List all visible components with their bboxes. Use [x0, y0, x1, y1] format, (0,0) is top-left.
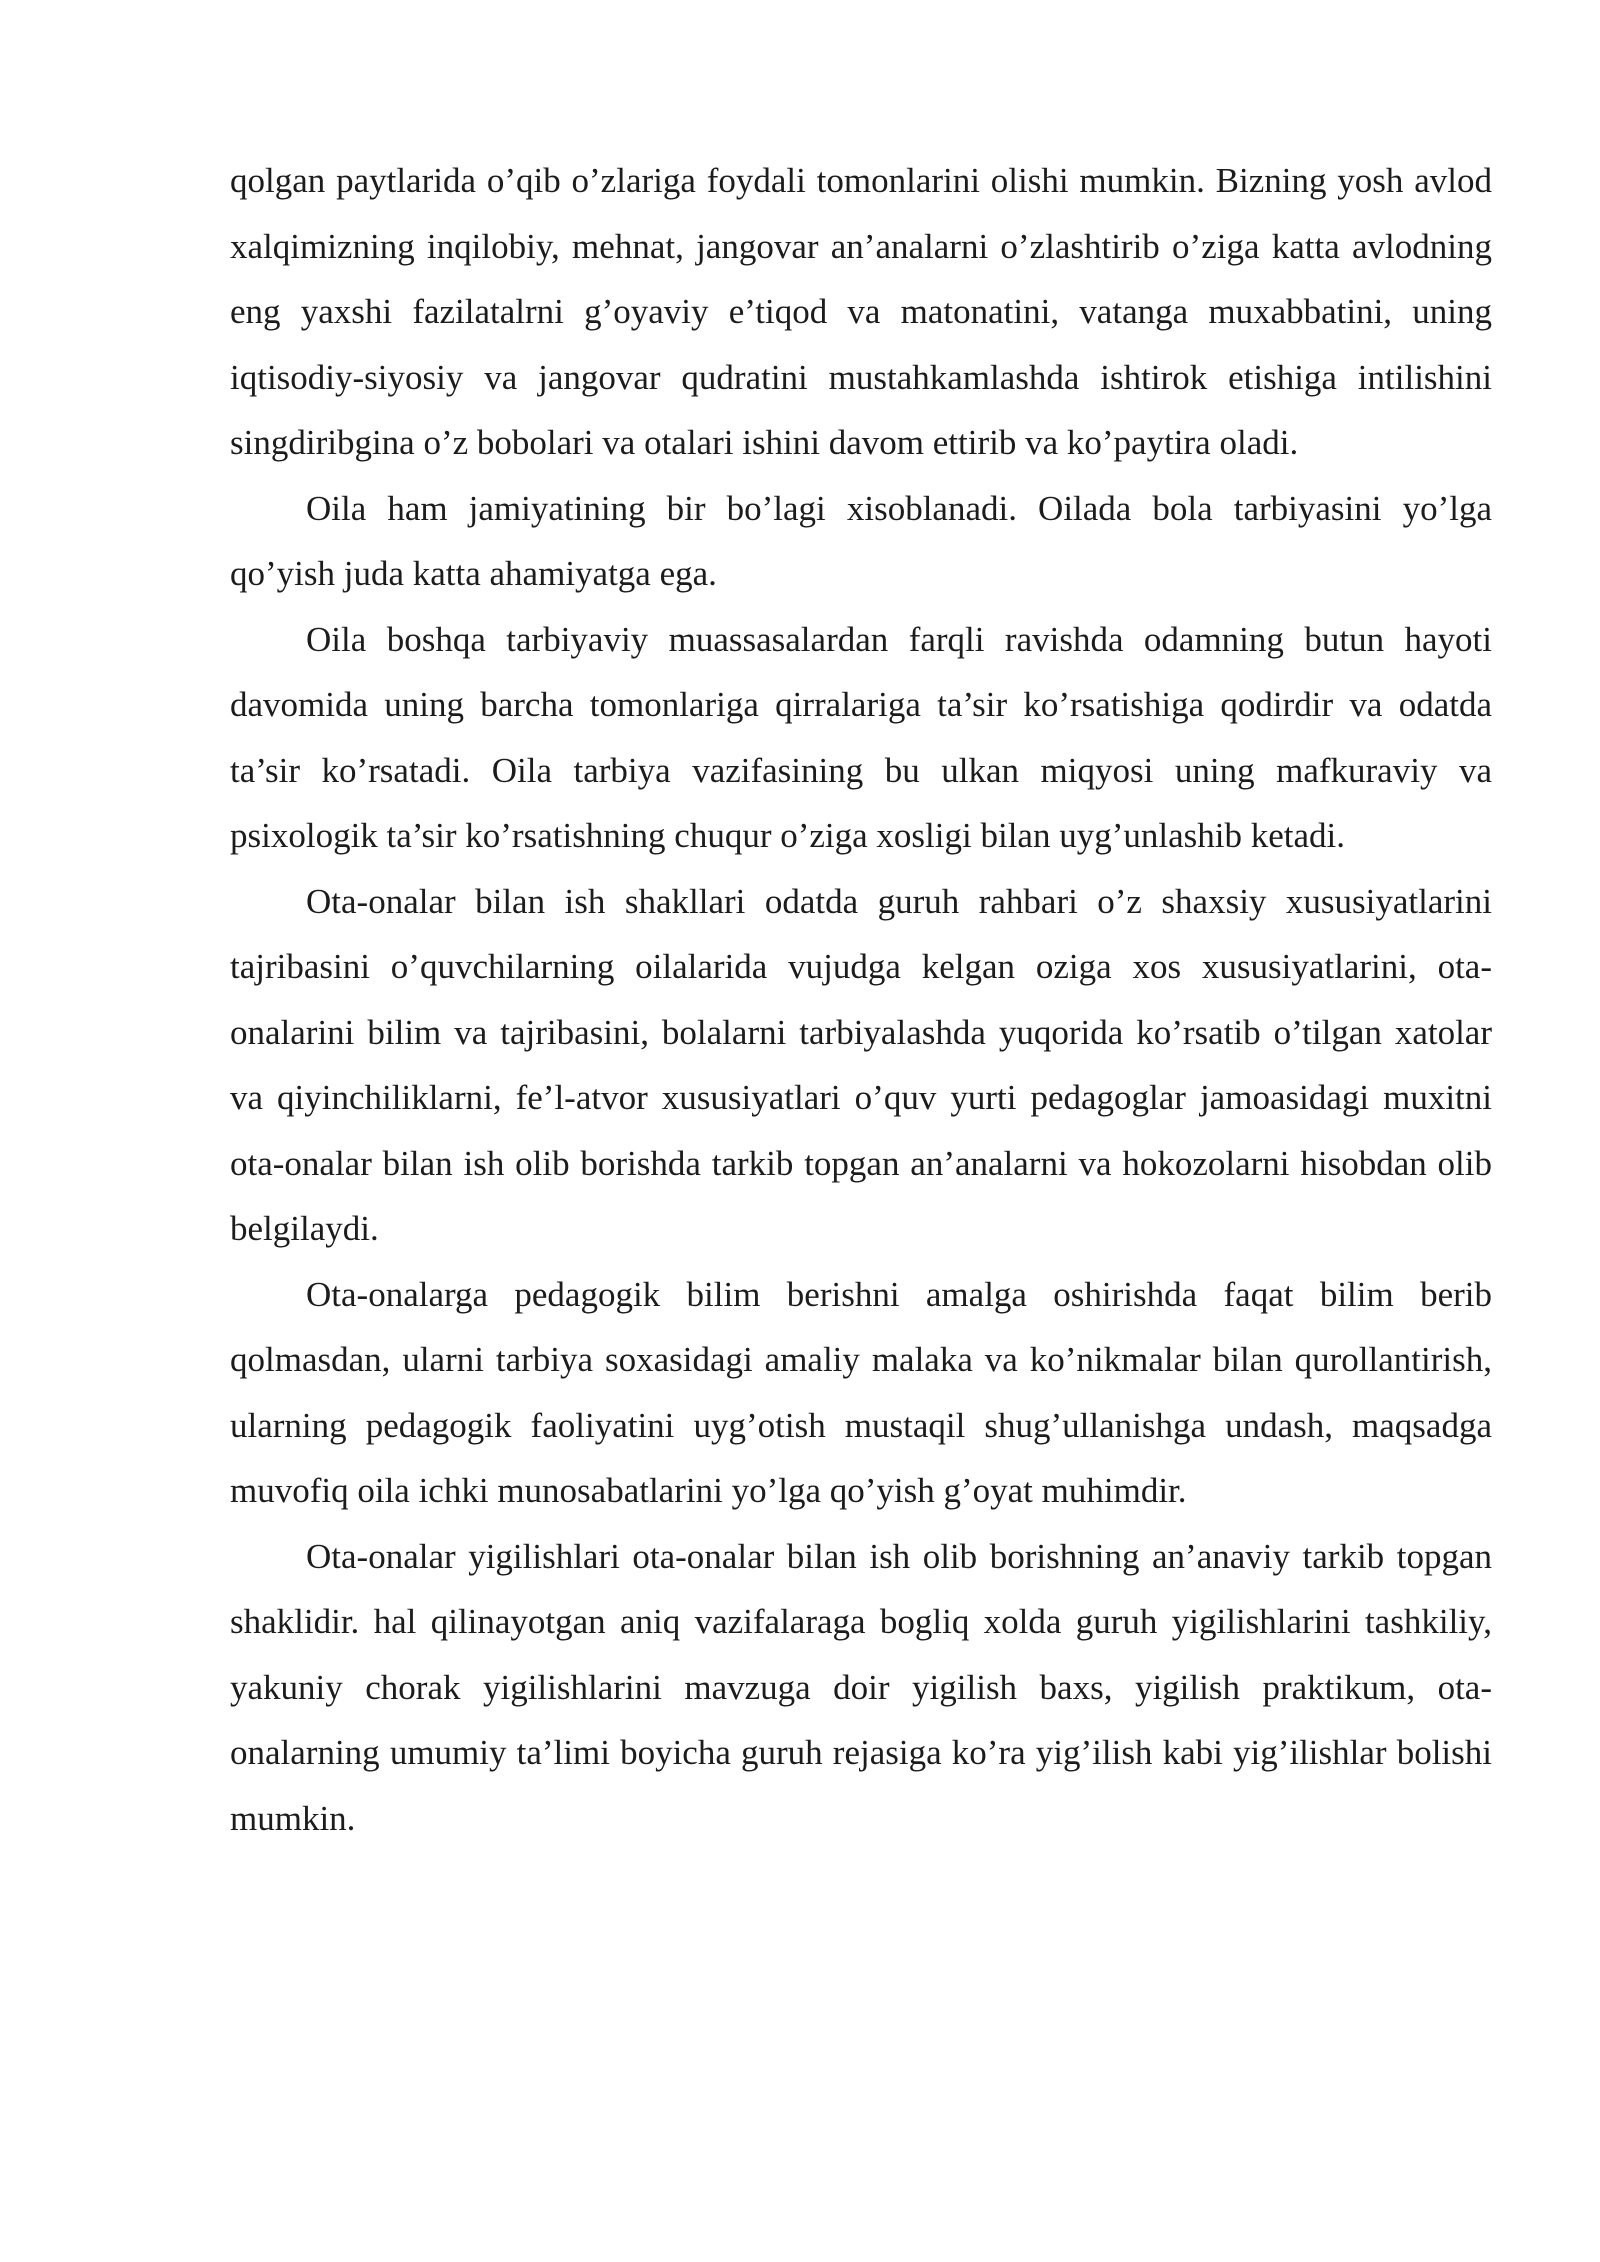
- paragraph-family-influence: Oila boshqa tarbiyaviy muassasalardan farqli ravishda odamning butun hayoti davomida uning barcha tomonlariga qirralariga ta’sir ko’rsatishiga qodirdir va odatda ta’sir ko’rsatadi. Oila tarbiya vazifasining bu ulkan miqyosi uning mafkuraviy va psixologik ta’sir ko’rsatishning chuqur o’ziga xosligi bilan uyg’unlashib ketadi.: [230, 619, 1492, 855]
- paragraph-continuation: qolgan paytlarida o’qib o’zlariga foydali tomonlarini olishi mumkin. Bizning yosh avlod xalqimizning inqilobiy, mehnat, jangovar an’analarni o’zlashtirib o’ziga katta avlodning eng yaxshi fazilatalrni g’oyaviy e’tiqod va matonatini, vatanga muxabbatini, uning iqtisodiy-siyosiy va jangovar qudratini mustahkamlashda ishtirok etishiga intilishini singdiribgina o’z bobolari va otalari ishini davom ettirib va ko’paytira oladi.: [230, 161, 1492, 462]
- paragraph-family-role: Oila ham jamiyatining bir bo’lagi xisoblanadi. Oilada bola tarbiyasini yo’lga qo’yish juda katta ahamiyatga ega.: [230, 488, 1492, 593]
- document-body: [230, 148, 1492, 1851]
- paragraph-parent-education: Ota-onalarga pedagogik bilim berishni amalga oshirishda faqat bilim berib qolmasdan, ularni tarbiya soxasidagi amaliy malaka va ko’nikmalar bilan qurollantirish, ularning pedagogik faoliyatini uyg’otish mustaqil shug’ullanishga undash, maqsadga muvofiq oila ichki munosabatlarini yo’lga qo’yish g’oyat muhimdir.: [230, 1274, 1492, 1510]
- paragraph-parent-work-forms: Ota-onalar bilan ish shakllari odatda guruh rahbari o’z shaxsiy xususiyatlarini tajribasini o’quvchilarning oilalarida vujudga kelgan oziga xos xususiyatlarini, ota-onalarini bilim va tajribasini, bolalarni tarbiyalashda yuqorida ko’rsatib o’tilgan xatolar va qiyinchiliklarni, fe’l-atvor xususiyatlari o’quv yurti pedagoglar jamoasidagi muxitni ota-onalar bilan ish olib borishda tarkib topgan an’analarni va hokozolarni hisobdan olib belgilaydi.: [230, 881, 1492, 1248]
- paragraph-parent-meetings: Ota-onalar yigilishlari ota-onalar bilan ish olib borishning an’anaviy tarkib topgan shaklidir. hal qilinayotgan aniq vazifalaraga bogliq xolda guruh yigilishlarini tashkiliy, yakuniy chorak yigilishlarini mavzuga doir yigilish baxs, yigilish praktikum, ota-onalarning umumiy ta’limi boyicha guruh rejasiga ko’ra yig’ilish kabi yig’ilishlar bolishi mumkin.: [230, 1536, 1492, 1838]
